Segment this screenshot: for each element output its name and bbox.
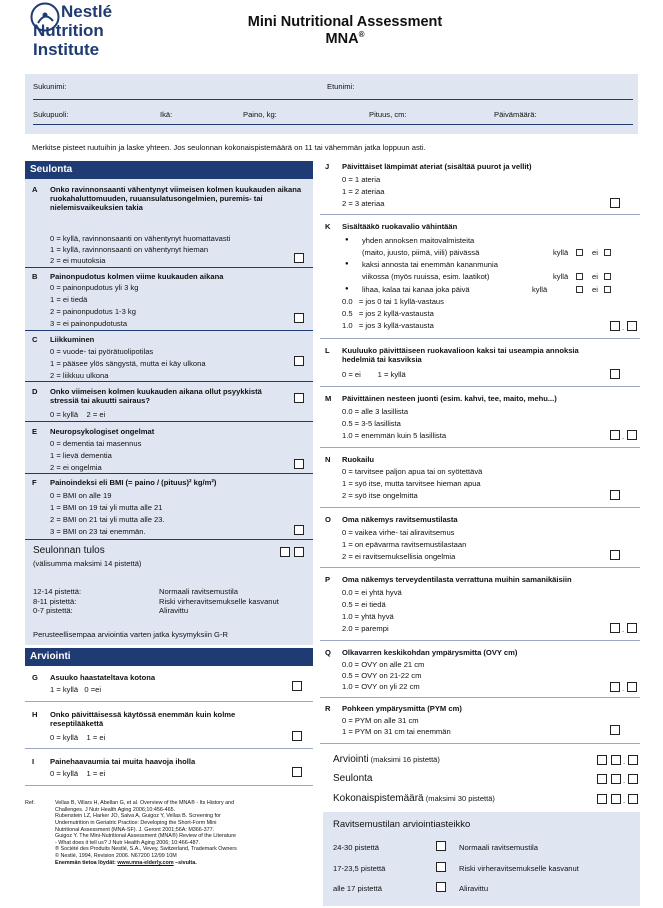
scale-range: alle 17 pistettä (333, 884, 382, 893)
page-subtitle (180, 30, 510, 47)
k1-yes-checkbox[interactable] (576, 249, 583, 256)
question-b-letter: B (32, 272, 38, 281)
tulos-label: Riski virheravitsemukselle kasvanut (159, 597, 279, 606)
question-p-option: 0.0 = ei yhtä hyvä (342, 588, 402, 597)
question-f-text: Painoindeksi eli BMI (= paino / (pituus)² kg/m²) (50, 478, 217, 487)
question-e-option: 0 = dementia tai masennus (50, 439, 142, 448)
divider (25, 381, 313, 382)
divider (25, 785, 313, 786)
reference-line: Undernutrition in Geriatric Practice: Developing the Short-Form Mini (55, 819, 217, 826)
question-o-option: 2 = ei ravitsemuksellisia ongelmia (342, 552, 456, 561)
question-b-option: 3 = ei painonpudotusta (50, 319, 128, 328)
decimal-point: . (623, 757, 626, 766)
question-q-letter: Q (325, 648, 331, 657)
question-o-option: 0 = vaikea virhe- tai aliravitsemus (342, 528, 455, 537)
scale-label: Aliravittu (459, 884, 489, 893)
divider (320, 567, 640, 568)
total-kokonais-box-1[interactable] (597, 794, 607, 804)
question-g-text: Asuuko haastateltava kotona (50, 673, 156, 682)
kylla-label: kyllä (553, 272, 569, 281)
question-n-letter: N (325, 455, 331, 464)
page-title: Mini Nutritional Assessment (247, 14, 443, 30)
subtitle-text: MNA (325, 30, 359, 47)
detail-field[interactable] (33, 124, 633, 125)
k2-no-checkbox[interactable] (604, 273, 611, 280)
total-kokonais-max: (maksimi 30 pistettä) (423, 794, 495, 803)
score-box-e[interactable] (294, 459, 304, 469)
question-k-letter: K (325, 222, 331, 231)
tulos-range: 12-14 pistettä: (33, 587, 82, 596)
score-box-j[interactable] (610, 198, 620, 208)
reference-line: Challenges. J Nutr Health Aging 2006;10:456-465. (55, 806, 176, 813)
question-e-option: 1 = lievä dementia (50, 451, 112, 460)
reference-line: Vellas B, Villars H, Abellan G, et al. Overview of the MNA® - Its History and (55, 800, 235, 806)
scale-label: Normaali ravitsemustila (459, 843, 538, 852)
kylla-label: kyllä (532, 285, 548, 294)
score-box-o[interactable] (610, 550, 620, 560)
total-arviointi-max: (maksimi 16 pistettä) (368, 755, 440, 764)
question-f-option: 1 = BMI on 19 tai yli mutta alle 21 (50, 503, 163, 512)
question-m-text: Päivittäinen nesteen juonti (esim. kahvi, tee, maito, mehu...) (342, 394, 557, 403)
divider (25, 267, 313, 268)
question-h-text: Onko päivittäisessä käytössä enemmän kuin kolme reseptilääkettä (50, 710, 236, 729)
question-m-option: 1.0 = enemmän kuin 5 lasillista (342, 431, 447, 440)
question-p-text: Oma näkemys terveydentilasta verrattuna muihin samanikäisiin (342, 575, 572, 584)
scale-title: Ravitsemustilan arviointiasteikko (333, 819, 471, 830)
question-i-option: 0 = kyllä 1 = ei (50, 769, 106, 778)
divider (320, 447, 640, 448)
question-a-option: 1 = kyllä, ravinnonsaanti on vähentynyt hieman (50, 245, 209, 254)
instructions: Merkitse pisteet ruutuihin ja laske yhteen. Jos seulonnan kokonaispistemäärä on 11 tai vähemmän jatka loppuun asti. (32, 143, 426, 152)
k-item-3: lihaa, kalaa tai kanaa joka päivä (362, 285, 470, 294)
total-arviointi-box-1[interactable] (597, 755, 607, 765)
tulos-title: Seulonnan tulos (33, 545, 105, 556)
kylla-label: kyllä (553, 248, 569, 257)
question-a-letter: A (32, 185, 38, 194)
question-i-text: Painehaavaumia tai muita haavoja iholla (50, 757, 196, 766)
score-box-p-2[interactable] (627, 623, 637, 633)
total-seulonta-box-1[interactable] (597, 774, 607, 784)
question-l-option: 0 = ei 1 = kyllä (342, 370, 406, 379)
question-k-option: 0.5 = jos 2 kyllä-vastausta (342, 309, 434, 318)
question-a-text: Onko ravinnonsaanti vähentynyt viimeisen kolmen kuukauden aikana ruokahaluttomuuden, ruuansulatusongelmien, puremis- tai nielemisvaikeuksien takia (50, 185, 302, 213)
question-p-option: 0.5 = ei tiedä (342, 600, 386, 609)
tulos-note: Perusteellisempaa arviointia varten jatka kysymyksiin G-R (33, 630, 228, 639)
total-kokonais-label (333, 793, 495, 804)
more-info-line (55, 860, 305, 867)
question-n-text: Ruokailu (342, 455, 375, 464)
question-p-option: 1.0 = yhtä hyvä (342, 612, 394, 621)
tulos-range: 8-11 pistettä: (33, 597, 77, 606)
divider (320, 386, 640, 387)
question-d-text: Onko viimeisen kolmen kuukauden aikana ollut psyykkistä stressiä tai akuutti sairaus? (50, 387, 262, 406)
reference-line: © Nestlé, 1994, Revision 2006. N67200 12/99 10M (55, 853, 177, 860)
question-d-letter: D (32, 387, 38, 396)
logo-line-3: Institute (33, 40, 100, 59)
bullet: ● (345, 237, 349, 243)
divider (25, 701, 313, 702)
question-j-option: 2 = 3 ateriaa (342, 199, 385, 208)
question-m-option: 0.0 = alle 3 lasillista (342, 407, 409, 416)
score-box-c[interactable] (294, 356, 304, 366)
paino-label: Paino, kg: (243, 110, 277, 119)
question-n-option: 2 = syö itse ongelmitta (342, 491, 418, 500)
score-box-a[interactable] (294, 253, 304, 263)
question-n-option: 1 = syö itse, mutta tarvitsee hieman apua (342, 479, 481, 488)
score-box-k-1[interactable] (610, 321, 620, 331)
k2-yes-checkbox[interactable] (576, 273, 583, 280)
question-b-option: 0 = painonpudotus yli 3 kg (50, 283, 139, 292)
question-q-option: 0.0 = OVY on alle 21 cm (342, 660, 425, 669)
question-e-letter: E (32, 427, 38, 436)
question-c-option: 0 = vuode- tai pyörätuolipotilas (50, 347, 154, 356)
question-c-letter: C (32, 335, 38, 344)
question-b-option: 2 = painonpudotus 1-3 kg (50, 307, 136, 316)
score-box-l[interactable] (610, 369, 620, 379)
total-arviointi-box-2[interactable] (611, 755, 621, 765)
decimal-point: . (623, 776, 626, 785)
scale-checkbox-1[interactable] (436, 841, 446, 851)
reference-line: Nutritional Assessment (MNA-SF). J. Geront 2001;56A: M366-377. (55, 826, 215, 833)
total-arviointi-text: Arviointi (333, 754, 369, 765)
question-k-option: 1.0 = jos 3 kyllä-vastausta (342, 321, 434, 330)
reference-line: Guigoz Y. The Mini-Nutritional Assessment (MNA®) Review of the Literature (55, 833, 237, 840)
divider (25, 473, 313, 474)
question-n-option: 0 = tarvitsee paljon apua tai on syötettävä (342, 467, 483, 476)
question-k-option: 0.0 = jos 0 tai 1 kyllä-vastaus (342, 297, 444, 306)
total-kokonais-text: Kokonaispistemäärä (333, 793, 424, 804)
question-j-text: Päivittäiset lämpimät ateriat (sisältää puurot ja vellit) (342, 162, 532, 171)
total-seulonta-box-3[interactable] (628, 774, 638, 784)
question-q-text: Olkavarren keskikohdan ympärysmitta (OVY cm) (342, 648, 518, 657)
score-box-n[interactable] (610, 490, 620, 500)
divider (320, 214, 640, 215)
score-box-g[interactable] (292, 681, 302, 691)
question-j-option: 0 = 1 ateria (342, 175, 381, 184)
pituus-label: Pituus, cm: (369, 110, 407, 119)
tulos-subtitle: (välisumma maksimi 14 pistettä) (33, 559, 142, 568)
question-q-option: 0.5 = OVY on 21-22 cm (342, 671, 422, 680)
decimal-point: . (623, 796, 626, 805)
scale-checkbox-3[interactable] (436, 882, 446, 892)
question-h-letter: H (32, 710, 38, 719)
k1-no-checkbox[interactable] (604, 249, 611, 256)
score-box-m-1[interactable] (610, 430, 620, 440)
question-g-letter: G (32, 673, 38, 682)
tulos-label: Aliravittu (159, 606, 189, 615)
logo-line-2: Nutrition (33, 21, 104, 40)
total-arviointi-label (333, 754, 440, 765)
question-a-option: 0 = kyllä, ravinnonsaanti on vähentynyt huomattavasti (50, 234, 231, 243)
question-k-text: Sisältääkö ruokavalio vähintään (342, 222, 458, 231)
divider (25, 330, 313, 331)
score-box-q-2[interactable] (627, 682, 637, 692)
paiva-label: Päivämäärä: (494, 110, 537, 119)
question-r-text: Pohkeen ympärysmitta (PYM cm) (342, 704, 462, 713)
decimal-point: . (622, 432, 625, 441)
question-l-letter: L (325, 346, 330, 355)
divider (25, 748, 313, 749)
total-seulonta-box-2[interactable] (611, 774, 621, 784)
sukunimi-label: Sukunimi: (33, 82, 67, 91)
name-field[interactable] (33, 99, 633, 100)
question-p-letter: P (325, 575, 331, 584)
logo-line-1: Nestlé (61, 2, 113, 21)
k-item-1: yhden annoksen maitovalmisteita (362, 236, 475, 245)
question-m-option: 0.5 = 3-5 lasillista (342, 419, 401, 428)
k3-no-checkbox[interactable] (604, 286, 611, 293)
reference-line: - What does it tell us? J Nutr Health Aging 2006; 10:466-487. (55, 839, 201, 846)
question-m-letter: M (325, 394, 332, 403)
k-item-1-detail: (maito, juusto, piimä, viili) päivässä (362, 248, 480, 257)
question-c-option: 1 = pääsee ylös sängystä, mutta ei käy ulkona (50, 359, 206, 368)
question-f-option: 2 = BMI on 21 tai yli mutta alle 23. (50, 515, 165, 524)
divider (320, 743, 640, 744)
divider (320, 640, 640, 641)
ei-label: ei (592, 248, 598, 257)
divider (25, 539, 313, 540)
question-q-option: 1.0 = OVY on yli 22 cm (342, 682, 420, 691)
question-l-text: Kuuluuko päivittäiseen ruokavalioon kaksi tai useampia annoksia hedelmiä tai kasviksia (342, 346, 579, 365)
divider (320, 697, 640, 698)
question-g-option: 1 = kyllä 0 =ei (50, 685, 102, 694)
question-o-option: 1 = on epävarma ravitsemustilastaan (342, 540, 467, 549)
reference-line: ® Société des Produits Nestlé, S.A., Vevey, Switzerland, Trademark Owners (55, 846, 237, 853)
question-i-letter: I (32, 757, 35, 766)
bullet: ● (345, 286, 349, 292)
score-box-b[interactable] (294, 313, 304, 323)
question-c-text: Liikkuminen (50, 335, 95, 344)
references (55, 800, 305, 866)
score-box-f[interactable] (294, 525, 304, 535)
question-r-letter: R (325, 704, 331, 713)
tulos-range: 0-7 pistettä: (33, 606, 73, 615)
k-item-2: kaksi annosta tai enemmän kananmunia (362, 260, 498, 269)
total-kokonais-box-2[interactable] (611, 794, 621, 804)
score-box-h[interactable] (292, 731, 302, 741)
seulonta-header: Seulonta (25, 161, 313, 179)
decimal-point: . (622, 684, 625, 693)
total-kokonais-box-3[interactable] (628, 794, 638, 804)
divider (25, 421, 313, 422)
question-a-option: 2 = ei muutoksia (50, 256, 106, 265)
scale-range: 17-23,5 pistettä (333, 864, 386, 873)
score-box-q-1[interactable] (610, 682, 620, 692)
tulos-label: Normaali ravitsemustila (159, 587, 238, 596)
question-r-option: 1 = PYM on 31 cm tai enemmän (342, 727, 451, 736)
question-r-option: 0 = PYM on alle 31 cm (342, 716, 419, 725)
references-label: Ref. (25, 800, 35, 806)
tulos-box-2[interactable] (294, 547, 304, 557)
score-box-r[interactable] (610, 725, 620, 735)
question-e-text: Neuropsykologiset ongelmat (50, 427, 155, 436)
question-e-option: 2 = ei ongelmia (50, 463, 102, 472)
score-box-i[interactable] (292, 767, 302, 777)
sukupuoli-label: Sukupuoli: (33, 110, 69, 119)
scale-checkbox-2[interactable] (436, 862, 446, 872)
mna-website-link[interactable]: www.mna-elderly.com (117, 859, 174, 866)
question-c-option: 2 = liikkuu ulkona (50, 371, 109, 380)
question-o-letter: O (325, 515, 331, 524)
score-box-d[interactable] (294, 393, 304, 403)
question-o-text: Oma näkemys ravitsemustilasta (342, 515, 458, 524)
more-info-text: Enemmän tietoa löydät: (55, 859, 116, 866)
tulos-box-1[interactable] (280, 547, 290, 557)
ei-label: ei (592, 285, 598, 294)
etunimi-label: Etunimi: (327, 82, 355, 91)
question-h-option: 0 = kyllä 1 = ei (50, 733, 106, 742)
registered-mark: ® (358, 30, 365, 39)
reference-line: Rubenstein LZ, Harker JO, Salva A, Guigoz Y, Vellas B. Screening for (55, 813, 221, 820)
question-b-text: Painonpudotus kolmen viime kuukauden aikana (50, 272, 224, 281)
decimal-point: . (622, 323, 625, 332)
question-f-letter: F (32, 478, 37, 487)
question-p-option: 2.0 = parempi (342, 624, 389, 633)
question-b-option: 1 = ei tiedä (50, 295, 88, 304)
scale-range: 24-30 pistettä (333, 843, 380, 852)
question-j-option: 1 = 2 ateriaa (342, 187, 385, 196)
scale-label: Riski virheravitsemukselle kasvanut (459, 864, 579, 873)
question-d-option: 0 = kyllä 2 = ei (50, 410, 106, 419)
k-item-2-detail: viikossa (myös ruuissa, esim. laatikot) (362, 272, 490, 281)
divider (320, 507, 640, 508)
logo (30, 2, 140, 64)
k3-yes-checkbox[interactable] (576, 286, 583, 293)
ika-label: Ikä: (160, 110, 173, 119)
score-box-m-2[interactable] (627, 430, 637, 440)
arviointi-header: Arviointi (25, 648, 313, 666)
question-f-option: 3 = BMI on 23 tai enemmän. (50, 527, 146, 536)
question-j-letter: J (325, 162, 330, 171)
score-box-p-1[interactable] (610, 623, 620, 633)
divider (320, 338, 640, 339)
total-seulonta-label: Seulonta (333, 773, 373, 784)
more-info-suffix: –sivulta. (173, 859, 197, 866)
score-box-k-2[interactable] (627, 321, 637, 331)
ei-label: ei (592, 272, 598, 281)
decimal-point: . (622, 625, 625, 634)
question-f-option: 0 = BMI on alle 19 (50, 491, 112, 500)
total-arviointi-box-3[interactable] (628, 755, 638, 765)
bullet: ● (345, 261, 349, 267)
